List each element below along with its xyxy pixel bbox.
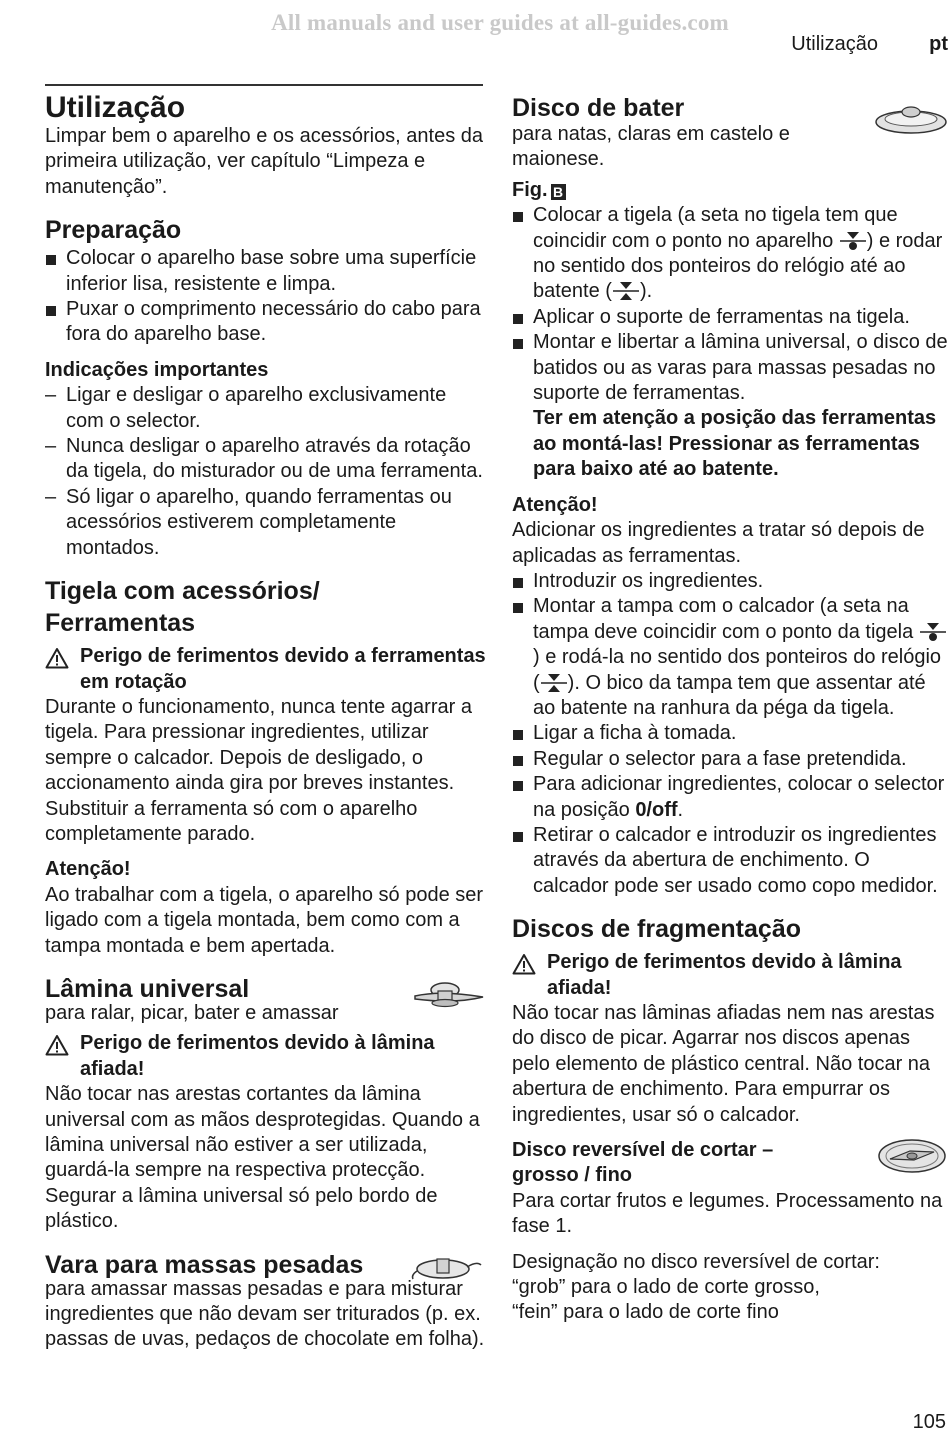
blade-warning-text: Perigo de ferimentos devido à lâmina afiada! [80,1032,435,1080]
intro-text: Limpar bem o aparelho e os acessórios, antes da primeira utilização, ver capítulo “Limpeza e manutenção”. [45,125,484,198]
blade-text: Não tocar nas arestas cortantes da lâmina universal com as mãos desprotegidas. Quando a lâmina universal não estiver a ser utilizada, guardá-la sempre na respectiva protecção. Segurar a lâmina universal só pelo bordo de plástico. [45,1083,480,1233]
step-text: ). O bico da tampa tem que assentar até ao batente na ranhura da péga da tigela. [533,671,926,719]
list-item: Aplicar o suporte de ferramentas na tigela. [512,305,950,330]
reversible-disc-section [512,1138,950,1240]
figure-label: Fig. [512,178,548,201]
step-text: . [677,798,684,821]
page-number: 105 [912,1411,946,1433]
step-text: ). [639,280,653,303]
whisk-steps [512,203,950,482]
list-item [512,772,950,823]
header-language: pt [929,33,948,55]
watermark: All manuals and user guides at all-guides.com [271,10,729,35]
arrow-dot-symbol-icon [839,230,867,252]
important-heading: Indicações importantes [45,358,269,381]
blade-subtitle: para ralar, picar, bater e amassar [45,1001,339,1024]
universal-blade-icon [411,979,487,1009]
list-item [512,594,950,721]
list-item: – Ligar e desligar o aparelho exclusivamente com o selector. [45,383,487,434]
bowl-text: Durante o funcionamento, nunca tente agarrar a tigela. Para pressionar ingredientes, utilizar sempre o calcador. Depois de desligado, o accionamento ainda gira por breves instantes. Substituir a ferramenta só com o aparelho completamente parado. [45,695,472,845]
arrow-dot-symbol-icon [919,621,947,643]
lock-arrows-symbol-icon [540,672,568,694]
warning-icon [512,953,536,975]
warning-icon [45,1034,69,1056]
list-item [512,203,950,305]
list-item: – Nunca desligar o aparelho através da rotação da tigela, do misturador ou de uma ferramenta. [45,434,487,485]
left-column [45,90,487,1353]
hook-text: para amassar massas pesadas e para misturar ingredientes que não devam ser triturados (p. ex. passas de uvas, pedaços de chocolate em folha). [45,1277,485,1351]
step-bold-value: 0/off [635,798,678,821]
whisk-heading: Disco de bater [512,94,685,122]
important-list [45,383,487,561]
list-item: Introduzir os ingredientes. [512,569,950,594]
bowl-warning-text: Perigo de ferimentos devido a ferramentas em rotação [80,645,486,693]
lock-arrows-symbol-icon [612,280,640,302]
right-column [512,90,950,1326]
page-title: Utilização [45,91,186,124]
attention-heading: Atenção! [45,858,131,881]
step-bold-note: Ter em atenção a posição das ferramentas ao montá-las! Pressionar as ferramentas para baixo até ao batente. [533,407,937,481]
preparation-heading: Preparação [45,216,182,245]
step-text: ) e rodá-la no sentido dos ponteiros do relógio ( [533,646,942,694]
reversible-note-line-2: “grob” para o lado de corte grosso, [512,1276,820,1299]
list-item: Colocar o aparelho base sobre uma superfície inferior lisa, resistente e limpa. [45,246,487,297]
blade-heading: Lâmina universal [45,974,250,1003]
list-item: Retirar o calcador e introduzir os ingredientes através da abertura de enchimento. O calcador pode ser usado como copo medidor. [512,823,950,899]
attention-heading: Atenção! [512,493,598,516]
step-text: ) e rodar no sentido dos ponteiros do relógio até ao batente ( [533,229,943,303]
step-text: Colocar a tigela (a seta no tigela tem que coincidir com o ponto no aparelho [533,204,898,252]
step-text: Montar e libertar a lâmina universal, o disco de batidos ou as varas para massas pesadas no suporte de ferramentas. [533,331,948,405]
discs-text: Não tocar nas lâminas afiadas nem nas arestas do disco de picar. Agarrar nos discos apenas pelo elemento de plástico central. Não tocar na abertura de enchimento. Para empurrar os ingredientes, usar só o calcador. [512,1002,935,1126]
attention-text: Ao trabalhar com a tigela, o aparelho só pode ser ligado com a tigela montada, bem como com a tampa montada e bem apertada. [45,883,484,957]
whisk-disc-icon [874,102,948,136]
preparation-list [45,246,487,348]
reversible-note-line-1: Designação no disco reversível de cortar: [512,1250,880,1273]
blade-section [45,973,487,1026]
discs-warning [512,950,950,1001]
discs-warning-text: Perigo de ferimentos devido à lâmina afiada! [547,951,902,999]
step-text: Para adicionar ingredientes, colocar o selector na posição [533,773,945,821]
list-item: Puxar o comprimento necessário do cabo para fora do aparelho base. [45,297,487,348]
whisk-subtitle: para natas, claras em castelo e maionese. [512,123,790,171]
list-item: Regular o selector para a fase pretendida. [512,747,950,772]
bowl-warning [45,644,487,695]
bowl-heading: Tigela com acessórios/ Ferramentas [45,577,320,638]
kneading-hook-icon [409,1253,483,1283]
hook-section [45,1249,487,1353]
list-item [512,330,950,482]
header-section: Utilização [791,33,878,55]
figure-ref [512,178,950,203]
figure-letter: B [551,184,566,200]
warning-icon [45,647,69,669]
blade-warning [45,1031,487,1082]
reversible-disc-text: Para cortar frutos e legumes. Processamento na fase 1. [512,1189,943,1238]
reversible-disc-heading: Disco reversível de cortar – grosso / fino [512,1139,774,1187]
whisk-section [512,90,950,173]
reversible-slicing-disc-icon [876,1134,948,1176]
step-text: Montar a tampa com o calcador (a seta na tampa deve coincidir com o ponto da tigela [533,595,914,643]
hook-heading: Vara para massas pesadas [45,1250,364,1279]
reversible-note-line-3: “fein” para o lado de corte fino [512,1301,779,1324]
attention-text: Adicionar os ingredientes a tratar só depois de aplicadas as ferramentas. [512,519,925,567]
top-rule [45,84,483,86]
list-item: – Só ligar o aparelho, quando ferramentas ou acessórios estiverem completamente montados. [45,485,487,561]
process-steps [512,569,950,899]
discs-heading: Discos de fragmentação [512,915,801,944]
list-item: Ligar a ficha à tomada. [512,721,950,746]
